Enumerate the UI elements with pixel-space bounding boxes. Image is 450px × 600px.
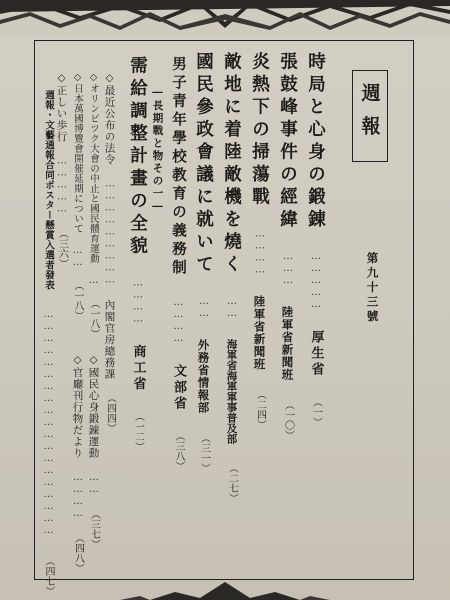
entry-title: ◇正しい歩行 [55,72,68,143]
contents-entry[interactable] [250,52,268,582]
entry-page: （三一） [198,433,210,473]
entry-title: ◇官廳刊行物だより [71,354,84,459]
entry-title: 需給調整計畫の全貌 [127,56,148,259]
issue-number: 第九十三號 [365,252,380,325]
contents-entry[interactable] [88,72,98,339]
entry-title: ◇最近公布の法令 [103,72,116,166]
contents-entry[interactable] [72,72,82,321]
entry-title: 時局と心身の鍛錬 [305,52,326,232]
entry-page: （四八） [72,533,84,573]
entry-author: 海軍省海軍軍事普及部 [225,339,238,444]
leader-dots: ………… [254,228,266,277]
decorative-top-border [0,0,450,34]
leader-dots: …………… [310,251,322,311]
contents-entry[interactable] [278,52,296,582]
contents-entry[interactable] [170,56,186,576]
entry-author: 商工省 [130,344,146,393]
leader-dots: ………………………………………………… [43,309,54,537]
leader-dots: …… [88,472,100,496]
leader-dots: ………… [173,297,184,345]
leader-dots: … [88,275,99,287]
entry-page: （一二） [132,411,144,452]
entry-page: （三八） [173,431,184,471]
entry-title: 敵地に着陸敵機を燒く [221,52,242,277]
entry-title: 張鼓峰事件の經緯 [277,52,298,232]
entry-page: （二七） [226,463,238,503]
entry-page: （一八） [88,298,99,339]
contents-entry[interactable] [72,354,83,573]
entry-author: 文部省 [171,364,186,412]
entry-page: （三七） [88,509,100,549]
entry-author: 內閣官房總務課 [103,299,116,380]
entry-title: 炎熱下の掃蕩戰 [249,52,270,210]
entry-page: （三六） [56,228,68,269]
leader-dots: …… [198,296,210,320]
leader-dots: ………… [72,472,84,520]
leader-dots: ……………………… [104,178,116,287]
entry-subtitle: ―長期戰と物その一― [151,86,164,214]
entry-title: 男子青年學校教育の義務制 [170,56,187,278]
contents-entry[interactable] [56,72,67,269]
leader-dots: ………… [132,277,144,326]
contents-entry[interactable] [104,72,115,572]
entry-title: ◇日本萬國博覽會開催延期について [72,72,83,234]
leader-dots: …… [72,245,83,269]
entry-page: （四七） [43,556,54,596]
entry-title: ◇オリンピツク大會の中止と國民體育運動 [88,72,99,264]
contents-entry[interactable] [40,90,56,596]
entry-page: （一） [310,397,322,427]
leader-dots: ……… [282,251,294,287]
leader-dots: …………… [56,155,68,216]
entry-page: （一八） [72,280,83,321]
entry-author: 厚生省 [308,330,324,378]
leader-dots: …… [226,296,238,320]
magazine-title: 週報 [358,83,381,149]
contents-entry[interactable] [128,56,146,576]
contents-entry[interactable] [194,52,212,582]
entry-page: （四四） [104,393,116,433]
entry-page: （一〇） [282,400,294,440]
entry-author: 陸軍省新聞班 [252,295,267,371]
entry-page: （二四） [254,389,266,430]
entry-title: 國民參政會議に就いて [193,52,214,277]
contents-entry[interactable] [222,52,240,582]
contents-entry[interactable] [306,52,324,582]
entry-author: 外務省情報部 [196,339,211,414]
entry-author: 陸軍省新聞班 [280,306,295,381]
magazine-title-box [352,70,388,162]
entry-title: ◇國民心身鍛錬運動 [87,354,100,459]
entry-title: 週報・文藝通報合同ポスター懸賞入選者發表 [43,90,54,290]
contents-entry[interactable] [88,354,99,549]
